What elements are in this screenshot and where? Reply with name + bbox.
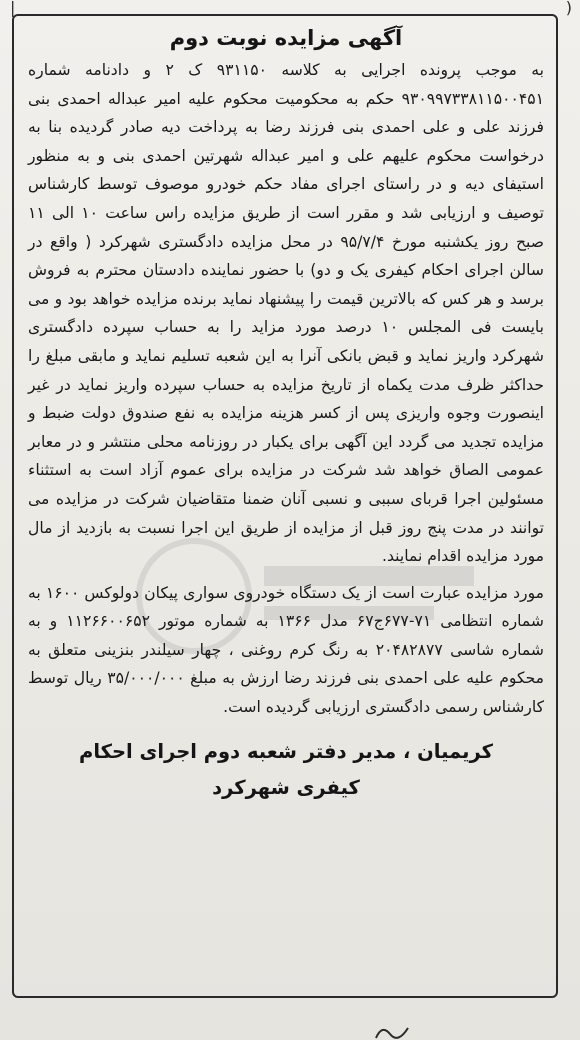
bottom-ink-scribble bbox=[372, 1022, 412, 1040]
signature-line-1: کریمیان ، مدیر دفتر شعبه دوم اجرای احکام bbox=[79, 739, 493, 763]
torn-bottom-edge bbox=[0, 1002, 580, 1040]
auction-notice-box bbox=[12, 14, 558, 998]
notice-body-paragraph: به موجب پرونده اجرایی به کلاسه ۹۳۱۱۵۰ ک ۲ و دادنامه شماره ۹۳۰۹۹۷۳۳۸۱۱۵۰۰۴۵۱ حکم به محکومیت محکوم علیه امیر عبداله احمدی بنی فرزند علی و علی احمدی بنی فرزند رضا به پرداخت دیه صادر گردیده بنا به درخواست محکوم علیهم علی و امیر عبداله شهرتین احمدی بنی و به منظور استیفای دیه و در راستای اجرای مفاد حکم خودرو موصوف توسط کارشناس توصیف و ارزیابی شد و مقرر است از طریق مزایده راس ساعت ۱۰ الی ۱۱ صبح روز یکشنبه مورخ ۹۵/۷/۴ در محل مزایده دادگستری شهرکرد ( واقع در سالن اجرای احکام کیفری یک و دو) با حضور نماینده دادستان محترم به فروش برسد و هر کس که بالاترین قیمت را پیشنهاد نماید برنده مزایده خواهد بود و می بایست فی المجلس ۱۰ درصد مورد مزاید را به حساب سپرده دادگستری شهرکرد واریز نماید و قبض بانکی آنرا به این شعبه تسلیم نماید و مابقی مبلغ را حداکثر ظرف مدت یکماه از تاریخ مزایده به حساب سپرده واریز نماید در غیر اینصورت وجوه واریزی پس از کسر هزینه مزایده به نفع صندوق دولت ضبط و مزایده تجدید می گردد این آگهی برای یکبار در روزنامه محلی منتشر و در معابر عمومی الصاق خواهد شد شرکت در مزایده برای عموم آزاد است به استثناء مسئولین اجرا قربای سببی و نسبی آنان ضمنا متقاضیان شرکت در مزایده می توانند در مدت پنج روز قبل از مزایده از طریق این اجرا نسبت به بازدید از مال مورد مزایده اقدام نمایند. bbox=[28, 61, 544, 566]
top-left-ink-mark: | bbox=[10, 0, 16, 17]
top-right-ink-mark: ) bbox=[565, 0, 572, 17]
notice-signature-block bbox=[28, 734, 544, 806]
signature-line-2: کیفری شهرکرد bbox=[212, 775, 360, 799]
auction-item-description: مورد مزایده عبارت است از یک دستگاه خودروی سواری پیکان دولوکس ۱۶۰۰ به شماره انتظامی ۷۱-۶۷۷ج۶۷ مدل ۱۳۶۶ به شماره موتور ۱۱۲۶۶۰۰۶۵۲ و به شماره شاسی ۲۰۴۸۲۸۷۷ به رنگ کرم روغنی ، چهار سیلندر بنزینی متعلق به محکوم علیه علی احمدی بنی فرزند رضا ارزش به مبلغ ۳۵/۰۰۰/۰۰۰ ریال توسط کارشناس رسمی دادگستری ارزیابی گردیده است. bbox=[28, 583, 544, 717]
notice-title: آگهی مزایده نوبت دوم bbox=[169, 26, 403, 50]
